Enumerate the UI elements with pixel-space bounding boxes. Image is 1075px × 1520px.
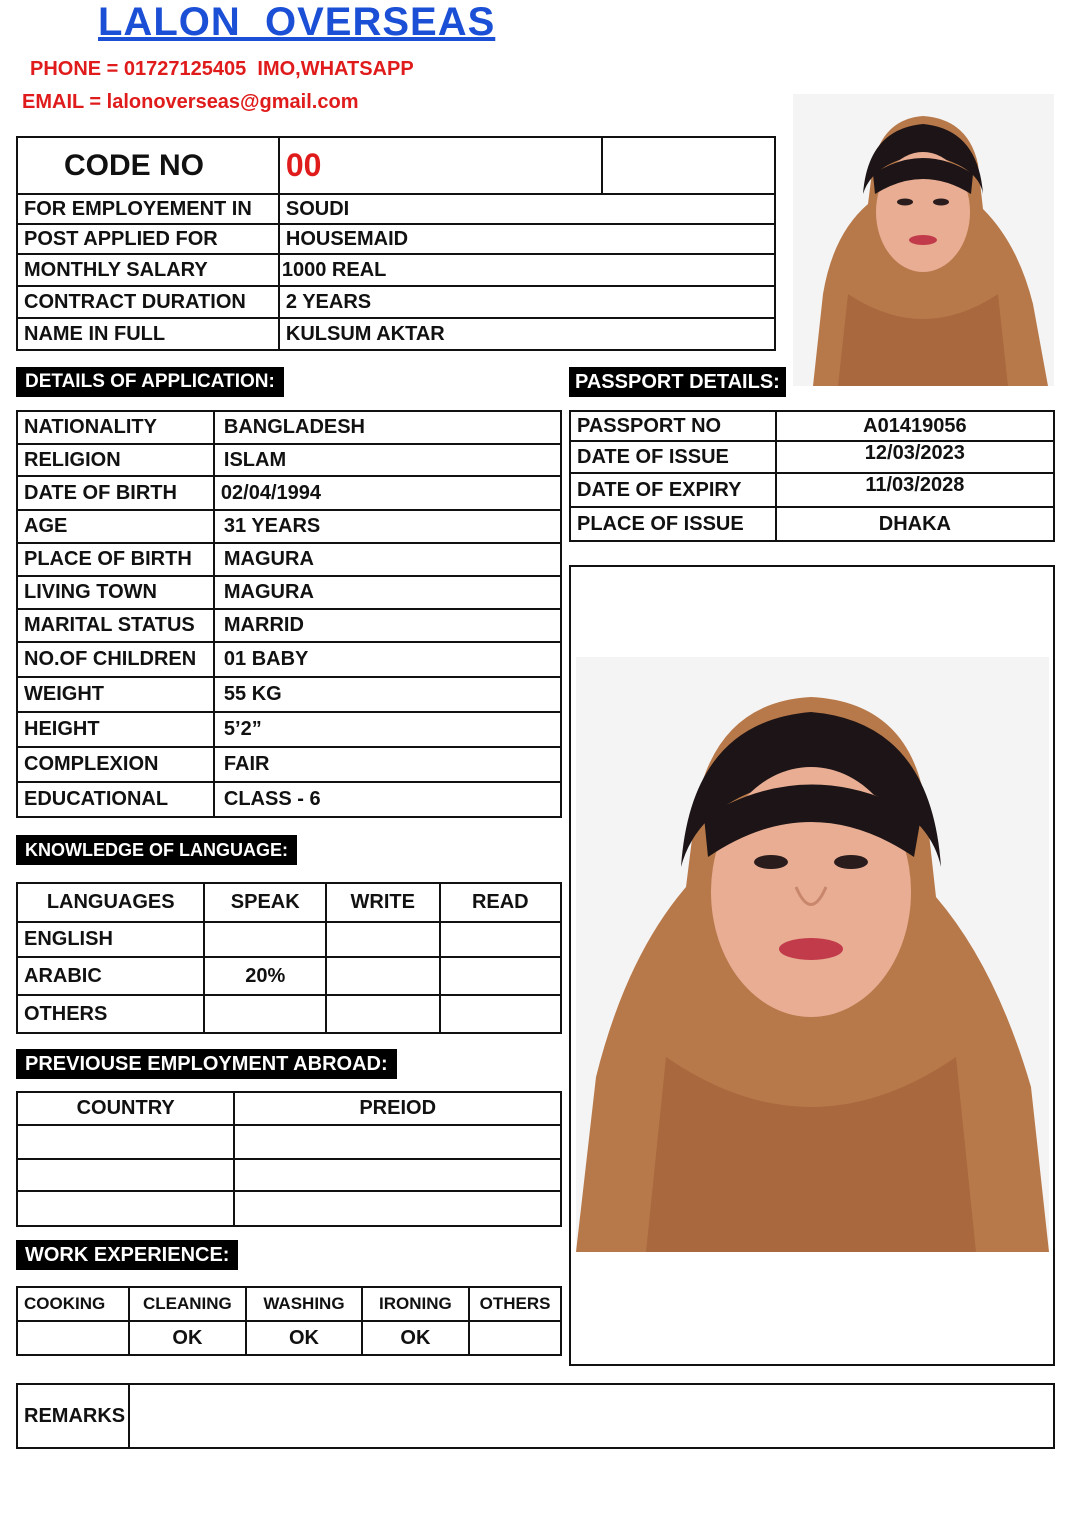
lang-arabic-speak: 20%: [204, 957, 326, 995]
education-label: EDUCATIONAL: [17, 782, 214, 817]
lang-others-speak: [204, 995, 326, 1033]
salary-value: 1000 REAL: [279, 254, 775, 286]
previous-row-country: [17, 1125, 234, 1159]
work-value-others: [469, 1321, 561, 1355]
remarks-label: REMARKS: [17, 1384, 129, 1448]
applicant-photo-small: [793, 94, 1054, 386]
post-value: HOUSEMAID: [279, 224, 775, 254]
details-heading: DETAILS OF APPLICATION:: [16, 367, 284, 397]
code-no-value: 00: [279, 137, 602, 194]
contract-label: CONTRACT DURATION: [17, 286, 279, 318]
passport-no-label: PASSPORT NO: [570, 411, 776, 441]
previous-row-period: [234, 1191, 561, 1226]
lang-others-write: [326, 995, 440, 1033]
religion-value: ISLAM: [214, 444, 561, 476]
education-value: CLASS - 6: [214, 782, 561, 817]
weight-value: 55 KG: [214, 677, 561, 712]
children-label: NO.OF CHILDREN: [17, 642, 214, 677]
lang-english-read: [440, 922, 561, 957]
remarks-table: [16, 1383, 1055, 1449]
complexion-value: FAIR: [214, 747, 561, 782]
lang-english-speak: [204, 922, 326, 957]
marital-value: MARRID: [214, 609, 561, 642]
previous-row-period: [234, 1125, 561, 1159]
passport-heading: PASSPORT DETAILS:: [569, 367, 786, 397]
name-value: KULSUM AKTAR: [279, 318, 775, 350]
company-title: LALON OVERSEAS: [98, 0, 496, 44]
passport-no-value: A01419056: [776, 411, 1054, 441]
work-header-ironing: IRONING: [362, 1287, 469, 1321]
work-heading: WORK EXPERIENCE:: [16, 1240, 238, 1270]
lang-others: OTHERS: [17, 995, 204, 1033]
lang-arabic: ARABIC: [17, 957, 204, 995]
previous-header-country: COUNTRY: [17, 1092, 234, 1125]
code-no-label: CODE NO: [17, 137, 279, 194]
top-info-table: [16, 136, 776, 351]
weight-label: WEIGHT: [17, 677, 214, 712]
lang-arabic-read: [440, 957, 561, 995]
age-label: AGE: [17, 510, 214, 543]
lang-english: ENGLISH: [17, 922, 204, 957]
work-value-ironing: OK: [362, 1321, 469, 1355]
contract-value: 2 YEARS: [279, 286, 775, 318]
work-value-washing: OK: [246, 1321, 361, 1355]
religion-label: RELIGION: [17, 444, 214, 476]
nationality-label: NATIONALITY: [17, 411, 214, 444]
previous-row-period: [234, 1159, 561, 1191]
name-label: NAME IN FULL: [17, 318, 279, 350]
lang-header-write: WRITE: [326, 883, 440, 922]
details-table: [16, 410, 562, 818]
lang-english-write: [326, 922, 440, 957]
height-label: HEIGHT: [17, 712, 214, 747]
work-value-cooking: [17, 1321, 129, 1355]
phone-line: PHONE = 01727125405 IMO,WHATSAPP: [30, 58, 414, 80]
work-header-washing: WASHING: [246, 1287, 361, 1321]
previous-header-period: PREIOD: [234, 1092, 561, 1125]
previous-row-country: [17, 1159, 234, 1191]
remarks-value: [129, 1384, 1054, 1448]
issue-place-value: DHAKA: [776, 507, 1054, 541]
marital-label: MARITAL STATUS: [17, 609, 214, 642]
work-value-cleaning: OK: [129, 1321, 247, 1355]
issue-place-label: PLACE OF ISSUE: [570, 507, 776, 541]
email-line: EMAIL = lalonoverseas@gmail.com: [22, 91, 359, 113]
living-town-label: LIVING TOWN: [17, 576, 214, 609]
language-heading: KNOWLEDGE OF LANGUAGE:: [16, 835, 297, 865]
lang-arabic-write: [326, 957, 440, 995]
complexion-label: COMPLEXION: [17, 747, 214, 782]
living-town-value: MAGURA: [214, 576, 561, 609]
work-table: [16, 1286, 562, 1356]
code-extra-cell: [602, 137, 775, 194]
issue-date-value: 12/03/2023: [776, 441, 1054, 473]
work-header-cooking: COOKING: [17, 1287, 129, 1321]
issue-date-label: DATE OF ISSUE: [570, 441, 776, 473]
previous-row-country: [17, 1191, 234, 1226]
expiry-date-value: 11/03/2028: [776, 473, 1054, 507]
lang-others-read: [440, 995, 561, 1033]
dob-value: 02/04/1994: [214, 476, 561, 510]
language-table: [16, 882, 562, 1034]
birthplace-label: PLACE OF BIRTH: [17, 543, 214, 576]
passport-table: [569, 410, 1055, 542]
lang-header-speak: SPEAK: [204, 883, 326, 922]
applicant-photo-large: [576, 657, 1049, 1252]
age-value: 31 YEARS: [214, 510, 561, 543]
dob-label: DATE OF BIRTH: [17, 476, 214, 510]
expiry-date-label: DATE OF EXPIRY: [570, 473, 776, 507]
lang-header-read: READ: [440, 883, 561, 922]
employment-label: FOR EMPLOYEMENT IN: [17, 194, 279, 224]
previous-heading: PREVIOUSE EMPLOYMENT ABROAD:: [16, 1049, 397, 1079]
lang-header-languages: LANGUAGES: [17, 883, 204, 922]
birthplace-value: MAGURA: [214, 543, 561, 576]
salary-label: MONTHLY SALARY: [17, 254, 279, 286]
employment-value: SOUDI: [279, 194, 775, 224]
nationality-value: BANGLADESH: [214, 411, 561, 444]
work-header-cleaning: CLEANING: [129, 1287, 247, 1321]
post-label: POST APPLIED FOR: [17, 224, 279, 254]
children-value: 01 BABY: [214, 642, 561, 677]
work-header-others: OTHERS: [469, 1287, 561, 1321]
previous-table: [16, 1091, 562, 1227]
height-value: 5’2”: [214, 712, 561, 747]
